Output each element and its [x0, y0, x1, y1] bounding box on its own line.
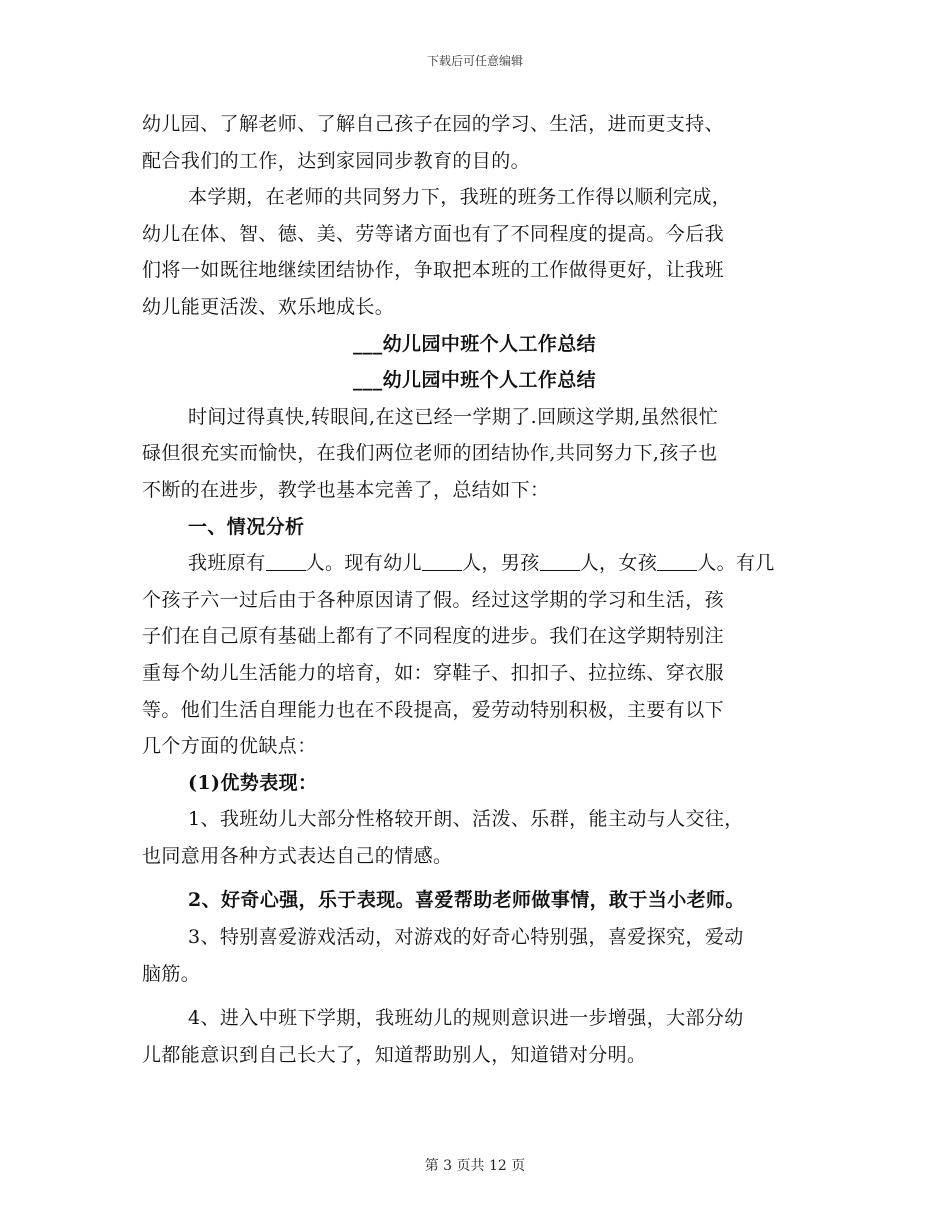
text-line: 本学期，在老师的共同努力下，我班的班务工作得以顺利完成，	[188, 186, 732, 209]
page-footer: 第 3 页共 12 页	[424, 1158, 526, 1174]
text-line: 幼儿园、了解老师、了解自己孩子在园的学习、生活，进而更支持、	[142, 113, 725, 135]
text-segment: 人。有几	[697, 552, 775, 575]
text-line: 个孩子六一过后由于各种原因请了假。经过这学期的学习和生活，孩	[142, 588, 725, 611]
blank-underline	[657, 548, 697, 571]
section-title: ___幼儿园中班个人工作总结	[352, 369, 597, 392]
text-line	[142, 545, 807, 582]
blank-underline	[266, 548, 306, 571]
list-item: 1、我班幼儿大部分性格较开朗、活泼、乐群，能主动与人交往，	[188, 808, 744, 831]
blank-underline	[422, 548, 462, 571]
text-line: 等。他们生活自理能力也在不段提高，爱劳动特别积极，主要有以下	[142, 698, 725, 721]
text-line: 时间过得真快,转眼间,在这已经一学期了.回顾这学期,虽然很忙	[188, 405, 719, 428]
text-line: 幼儿在体、智、德、美、劳等诸方面也有了不同程度的提高。今后我	[142, 222, 725, 245]
list-item: 4、进入中班下学期，我班幼儿的规则意识进一步增强，大部分幼	[188, 1007, 744, 1030]
subsection-heading: (1)优势表现：	[188, 771, 318, 794]
section-title: ___幼儿园中班个人工作总结	[352, 332, 597, 355]
text-line: 配合我们的工作，达到家园同步教育的目的。	[142, 149, 531, 172]
list-item: 2、好奇心强，乐于表现。喜爱帮助老师做事情，敢于当小老师。	[188, 889, 745, 912]
text-line: 几个方面的优缺点：	[142, 735, 317, 758]
text-line: 们将一如既往地继续团结协作，争取把本班的工作做得更好，让我班	[142, 259, 725, 282]
text-line: 子们在自己原有基础上都有了不同程度的进步。我们在这学期特别注	[142, 625, 725, 648]
text-segment: 人，女孩	[579, 552, 658, 575]
text-segment: 人，男孩	[462, 552, 540, 575]
section-heading: 一、情况分析	[188, 515, 305, 538]
text-line: 儿都能意识到自己长大了，知道帮助别人，知道错对分明。	[142, 1043, 647, 1066]
text-line: 碌但很充实而愉快，在我们两位老师的团结协作,共同努力下,孩子也	[142, 442, 718, 465]
document-body	[142, 106, 807, 1073]
text-line: 脑筋。	[142, 962, 201, 985]
list-item: 3、特别喜爱游戏活动，对游戏的好奇心特别强，喜爱探究，爱动	[188, 926, 744, 949]
text-line: 不断的在进步，教学也基本完善了，总结如下：	[142, 478, 550, 501]
text-line: 幼儿能更活泼、欢乐地成长。	[142, 295, 395, 318]
text-line: 也同意用各种方式表达自己的情感。	[142, 844, 453, 867]
blank-underline	[540, 548, 580, 571]
text-segment: 人。现有幼儿	[305, 552, 423, 575]
text-line: 重每个幼儿生活能力的培育，如：穿鞋子、扣扣子、拉拉练、穿衣服	[142, 661, 725, 684]
text-segment: 我班原有	[188, 552, 266, 575]
page-header: 下载后可任意编辑	[426, 54, 523, 68]
